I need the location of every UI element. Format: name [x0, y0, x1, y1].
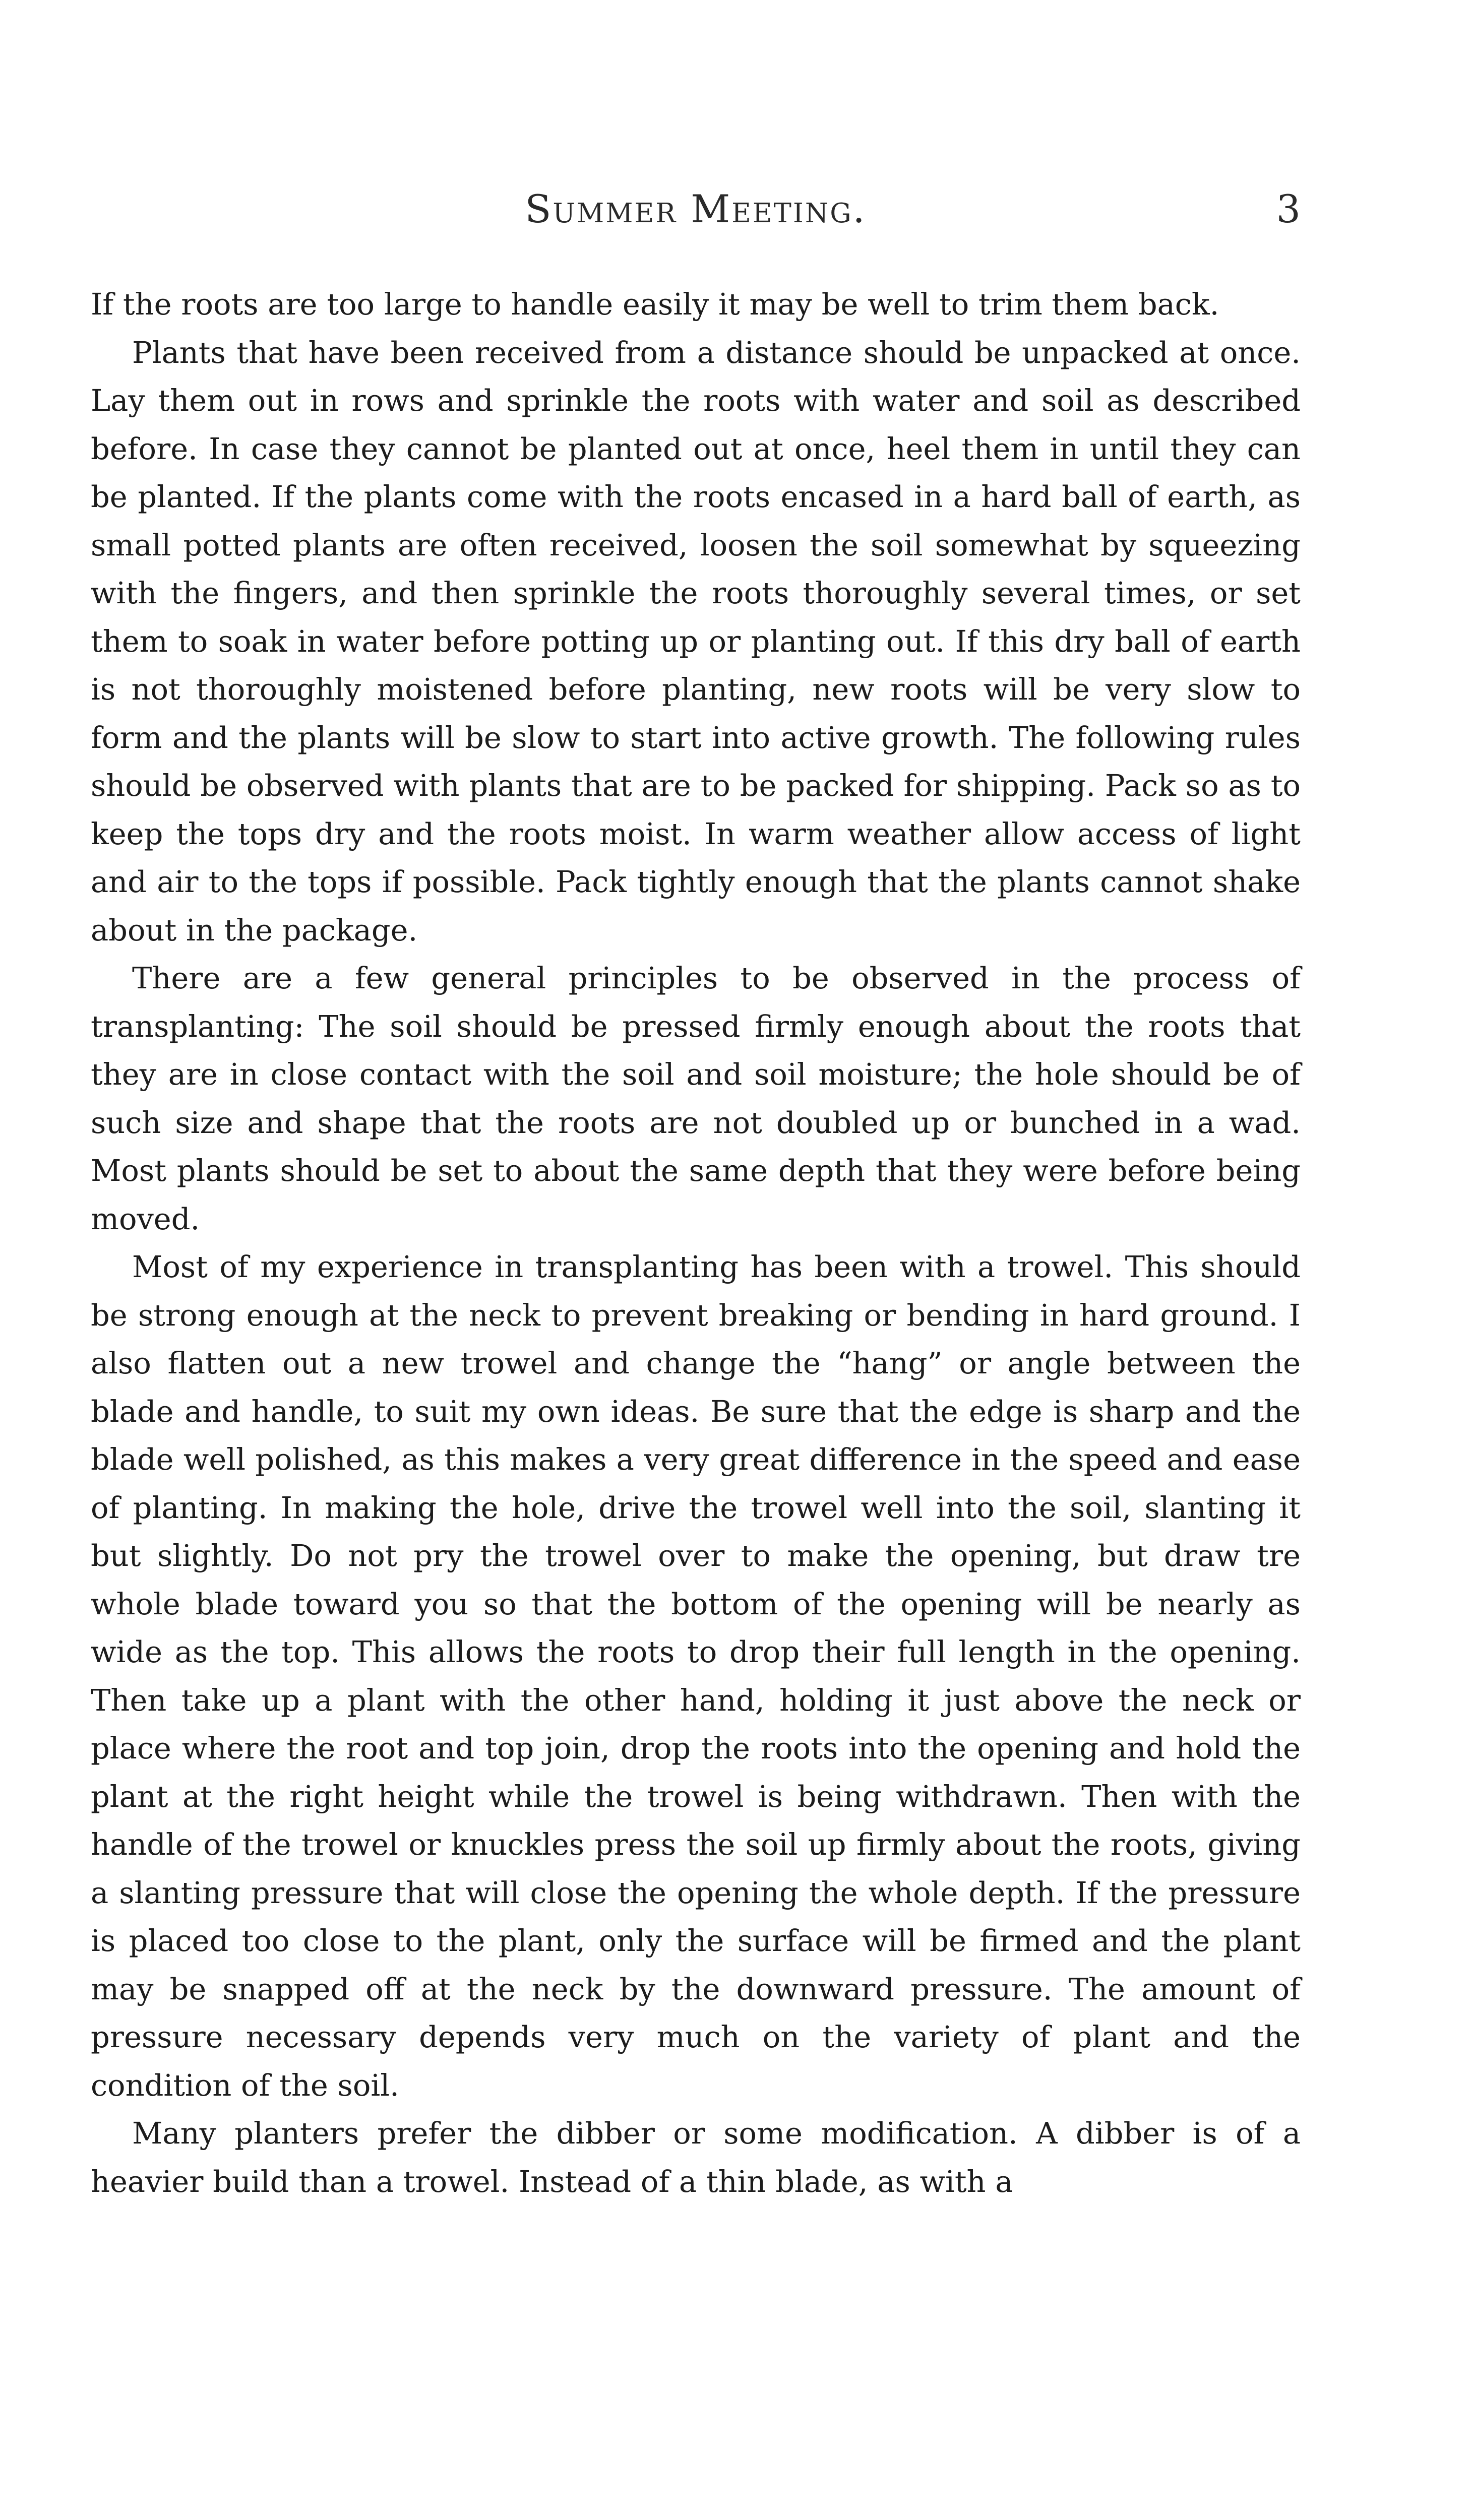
running-head: [91, 181, 1301, 237]
paragraph-dibber: Many planters prefer the dibber or some modification. A dibber is of a heavier build than a trowel. Instead of a thin blade, as with a: [91, 2116, 1301, 2199]
paragraph-unpacking-plants: Plants that have been received from a distance should be unpacked at once. Lay them out in rows and sprinkle the roots with water and soil as described before. In case they cannot be planted out at once, heel them in until they can be planted. If the plants come with the roots encased in a hard ball of earth, as small potted plants are often received, loosen the soil somewhat by squeezing with the fingers, and then sprinkle the roots thoroughly several times, or set them to soak in water before potting up or planting out. If this dry ball of earth is not thoroughly moistened before planting, new roots will be very slow to form and the plants will be slow to start into active growth. The following rules should be observed with plants that are to be packed for shipping. Pack so as to keep the tops dry and the roots moist. In warm weather allow access of light and air to the tops if possible. Pack tightly enough that the plants cannot shake about in the package.: [91, 335, 1301, 948]
paragraph-roots-trim: If the roots are too large to handle easily it may be well to trim them back.: [91, 287, 1219, 322]
page-number: 3: [1276, 186, 1301, 231]
body-text: [91, 280, 1301, 2206]
running-title: Summer Meeting.: [525, 186, 867, 231]
paragraph-transplanting-principles: There are a few general principles to be observed in the process of transplanting: The soil should be pressed firmly enough about the roots that they are in close contact with the soil and soil moisture; the hole should be of such size and shape that the roots are not doubled up or bunched in a wad. Most plants should be set to about the same depth that they were before being moved.: [91, 961, 1301, 1236]
paragraph-trowel-technique: Most of my experience in transplanting has been with a trowel. This should be strong enough at the neck to prevent breaking or bending in hard ground. I also flatten out a new trowel and change the “hang” or angle between the blade and handle, to suit my own ideas. Be sure that the edge is sharp and the blade well polished, as this makes a very great difference in the speed and ease of planting. In making the hole, drive the trowel well into the soil, slanting it but slightly. Do not pry the trowel over to make the opening, but draw tre whole blade toward you so that the bottom of the opening will be nearly as wide as the top. This allows the roots to drop their full length in the opening. Then take up a plant with the other hand, holding it just above the neck or place where the root and top join, drop the roots into the opening and hold the plant at the right height while the trowel is being withdrawn. Then with the handle of the trowel or knuckles press the soil up firmly about the roots, giving a slanting pressure that will close the opening the whole depth. If the pressure is placed too close to the plant, only the surface will be firmed and the plant may be snapped off at the neck by the downward pressure. The amount of pressure necessary depends very much on the variety of plant and the condition of the soil.: [91, 1249, 1301, 2103]
